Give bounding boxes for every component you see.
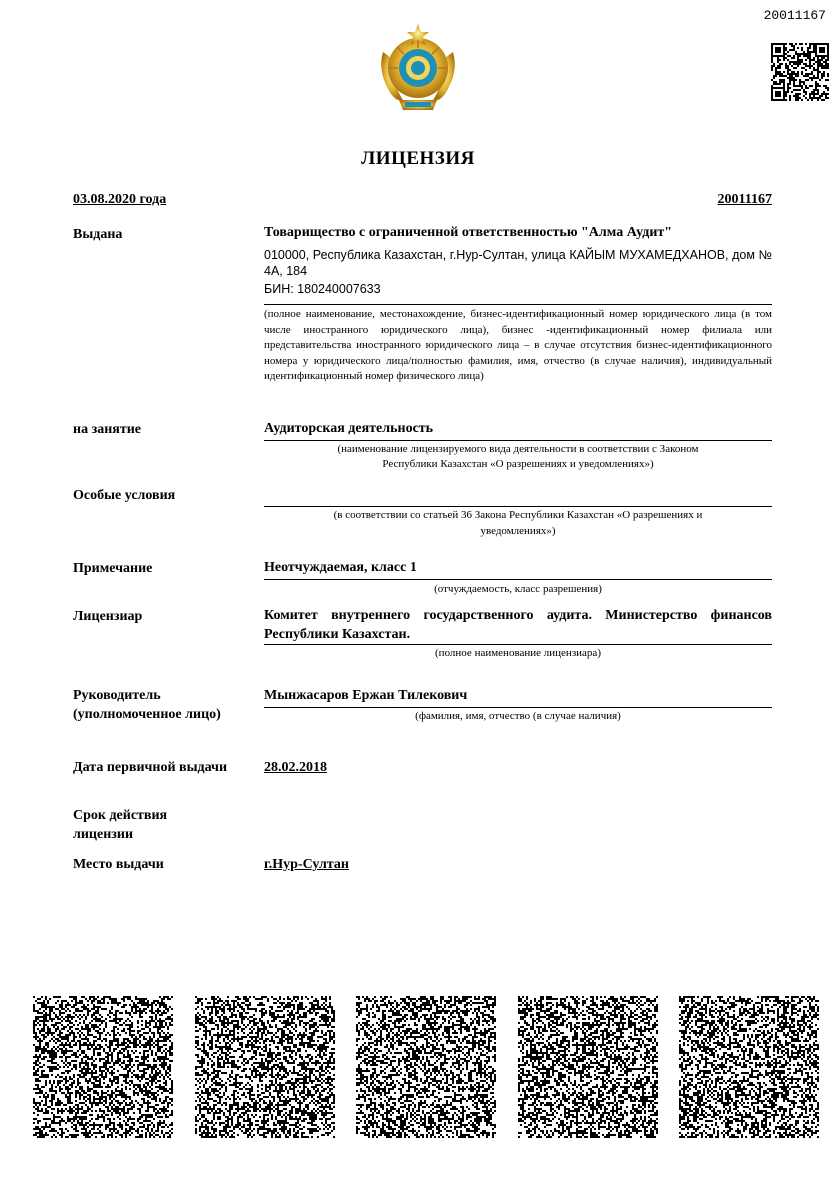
validity-label-2: лицензии [73,827,134,842]
license-date: 03.08.2020 года [73,192,167,207]
head-rule [264,707,772,708]
activity-value: Аудиторская деятельность [264,421,434,436]
page-title: ЛИЦЕНЗИЯ [361,148,475,169]
issued-note: (полное наименование, местонахождение, бизнес-идентификационный номер юридического лица (в том числе иностранного юридического лица), бизнес -идентификационный номер филиала или представительства иностранного юридического лица – в случае отсутствия бизнес-идентификационного номера у юридического лица/полностью фамилия, имя, отчество (в случае наличия), индивидуальный идентификационный номер физического лица) [264,308,772,382]
validity-label-1: Срок действия [73,808,168,823]
activity-rule [264,440,772,441]
licensor-label: Лицензиар [73,609,143,624]
special-label: Особые условия [73,488,176,503]
remark-label: Примечание [73,561,153,576]
first-issue-label: Дата первичной выдачи [73,760,228,775]
activity-note-2: Республики Казахстан «О разрешениях и уведомлениях») [382,458,654,470]
remark-note: (отчуждаемость, класс разрешения) [434,583,602,595]
head-label-2: (уполномоченное лицо) [73,707,221,722]
issued-bin: БИН: 180240007633 [264,282,381,296]
activity-label: на занятие [73,422,141,437]
small-qr-code-icon [771,43,829,101]
first-issue-value: 28.02.2018 [264,760,327,775]
head-note: (фамилия, имя, отчество (в случае наличия) [415,710,621,722]
licensor-note: (полное наименование лицензиара) [435,647,601,659]
place-label: Место выдачи [73,857,164,872]
head-value: Мынжасаров Ержан Тилекович [264,688,468,703]
remark-value: Неотчуждаемая, класс 1 [264,560,417,575]
state-emblem-icon [373,22,463,114]
head-label-1: Руководитель [73,688,161,703]
issued-address: 010000, Республика Казахстан, г.Нур-Султан, улица КАЙЫМ МУХАМЕДХАНОВ, дом № 4А, 184 [264,248,772,278]
licensor-value: Комитет внутреннего государственного аудита. Министерство финансов Республики Казахстан. [264,608,772,642]
qr-code-icon-3 [356,996,496,1138]
qr-code-icon-4 [518,996,658,1138]
special-note-2: уведомлениях») [480,525,556,537]
issued-label: Выдана [73,227,123,242]
place-value: г.Нур-Султан [264,857,349,872]
license-number: 20011167 [717,192,772,207]
qr-code-icon-2 [195,996,335,1138]
issued-rule [264,304,772,305]
special-rule [264,506,772,507]
special-note-1: (в соответствии со статьей 36 Закона Республики Казахстан «О разрешениях и [333,509,703,521]
activity-note-1: (наименование лицензируемого вида деятельности в соответствии с Законом [337,443,699,455]
top-document-number: 20011167 [763,8,826,23]
qr-code-icon-1 [33,996,173,1138]
licensor-rule [264,644,772,645]
qr-code-icon-5 [679,996,819,1138]
remark-rule [264,579,772,580]
issued-name: Товарищество с ограниченной ответственностью "Алма Аудит" [264,225,673,240]
